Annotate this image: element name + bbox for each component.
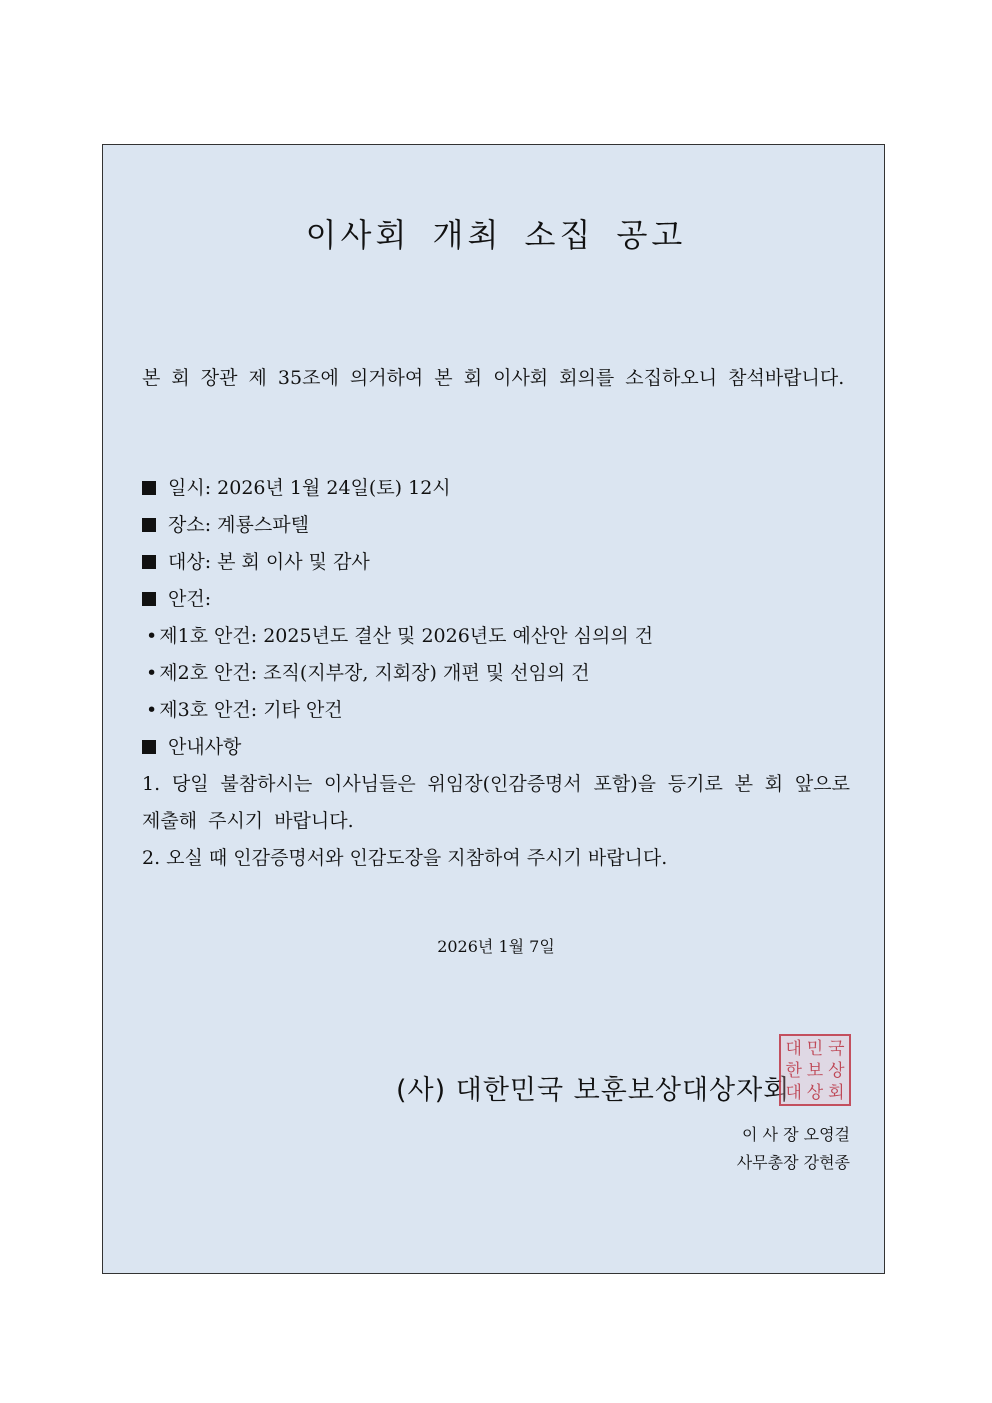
datetime-line bbox=[142, 470, 451, 507]
chairman-signature: 이 사 장 오영걸 bbox=[742, 1125, 850, 1144]
target-line bbox=[142, 544, 370, 581]
seal-char: 상 bbox=[806, 1083, 824, 1103]
square-bullet-icon bbox=[142, 555, 156, 569]
dot-bullet-icon: • bbox=[146, 625, 158, 647]
organization-name: (사) 대한민국 보훈보상대상자회 bbox=[396, 1075, 791, 1106]
square-bullet-icon bbox=[142, 592, 156, 606]
agenda-item bbox=[142, 692, 343, 729]
guide-item-2: 2. 오실 때 인감증명서와 인감도장을 지참하여 주시기 바랍니다. bbox=[142, 847, 668, 869]
agenda-item-text: 제1호 안건: 2025년도 결산 및 2026년도 예산안 심의의 건 bbox=[159, 625, 654, 647]
seal-char: 민 bbox=[806, 1039, 824, 1059]
seal-char: 상 bbox=[828, 1061, 845, 1081]
agenda-item bbox=[142, 618, 653, 655]
notice-date: 2026년 1월 7일 bbox=[437, 937, 555, 956]
datetime-text: 일시: 2026년 1월 24일(토) 12시 bbox=[168, 477, 451, 499]
page-title: 이사회 개최 소집 공고 bbox=[305, 216, 687, 254]
place-text: 장소: 계룡스파텔 bbox=[168, 514, 309, 536]
seal-char: 한 bbox=[785, 1061, 802, 1081]
agenda-heading-line bbox=[142, 581, 211, 618]
dot-bullet-icon: • bbox=[146, 699, 158, 721]
agenda-item-text: 제2호 안건: 조직(지부장, 지회장) 개편 및 선임의 건 bbox=[159, 662, 590, 684]
place-line bbox=[142, 507, 309, 544]
dot-bullet-icon: • bbox=[146, 662, 158, 684]
agenda-heading: 안건: bbox=[168, 588, 212, 610]
official-seal-stamp bbox=[779, 1034, 851, 1106]
seal-char: 대 bbox=[785, 1083, 802, 1103]
guide-heading: 안내사항 bbox=[168, 736, 242, 758]
seal-char: 대 bbox=[785, 1039, 802, 1059]
target-text: 대상: 본 회 이사 및 감사 bbox=[168, 551, 370, 573]
square-bullet-icon bbox=[142, 481, 156, 495]
square-bullet-icon bbox=[142, 740, 156, 754]
square-bullet-icon bbox=[142, 518, 156, 532]
intro-paragraph: 본 회 장관 제 35조에 의거하여 본 회 이사회 회의를 소집하오니 참석바랍니다. bbox=[142, 367, 845, 389]
seal-char: 회 bbox=[828, 1083, 845, 1103]
seal-char: 보 bbox=[806, 1061, 824, 1081]
agenda-item bbox=[142, 655, 590, 692]
guide-heading-line bbox=[142, 729, 241, 766]
guide-item-1: 1. 당일 불참하시는 이사님들은 위임장(인감증명서 포함)을 등기로 본 회 앞으로 제출해 주시기 바랍니다. bbox=[142, 773, 850, 832]
seal-char: 국 bbox=[828, 1039, 845, 1059]
secretary-general-signature: 사무총장 강현종 bbox=[736, 1153, 850, 1172]
agenda-item-text: 제3호 안건: 기타 안건 bbox=[159, 699, 343, 721]
